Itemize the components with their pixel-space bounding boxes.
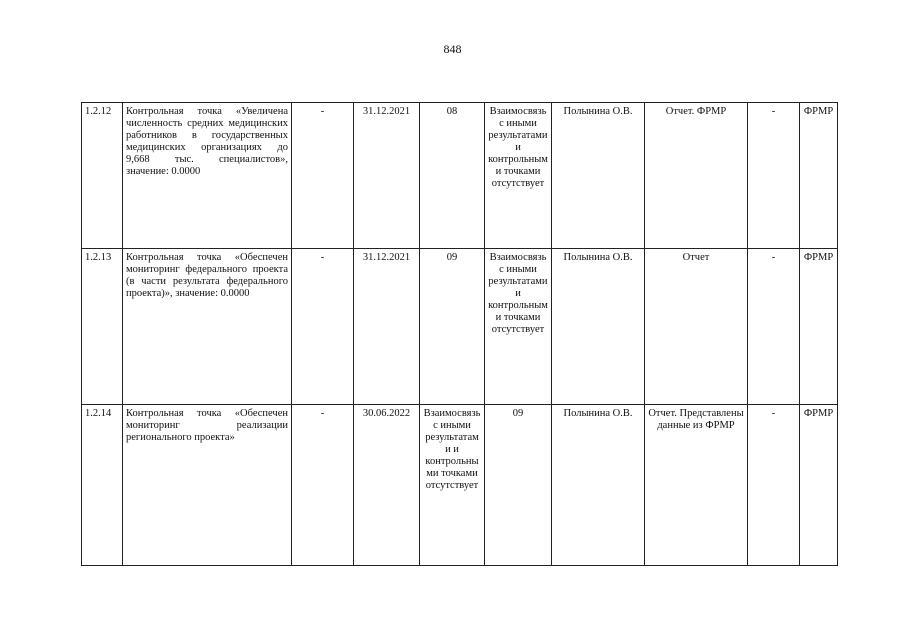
row-col9: - <box>748 103 800 249</box>
row-col6: Взаимосвязь с иными результатами и контрольными точками отсутствует <box>485 249 552 405</box>
row-document: Отчет. Представлены данные из ФРМР <box>645 405 748 566</box>
row-description: Контрольная точка «Обеспечен мониторинг федерального проекта (в части результата федерального проекта)», значение: 0.0000 <box>123 249 292 405</box>
row-system: ФРМР <box>800 103 838 249</box>
row-system: ФРМР <box>800 249 838 405</box>
row-responsible: Полынина О.В. <box>552 405 645 566</box>
row-col6: Взаимосвязь с иными результатами и контрольными точками отсутствует <box>485 103 552 249</box>
row-col5: Взаимосвязь с иными результатами и контрольными точками отсутствует <box>420 405 485 566</box>
row-description: Контрольная точка «Увеличена численность средних медицинских работников в государственных медицинских организациях до 9,668 тыс. специалистов», значение: 0.0000 <box>123 103 292 249</box>
row-col5: 09 <box>420 249 485 405</box>
row-number: 1.2.13 <box>82 249 123 405</box>
table-row <box>82 405 838 566</box>
row-number: 1.2.12 <box>82 103 123 249</box>
row-date: 31.12.2021 <box>354 103 420 249</box>
row-date: 31.12.2021 <box>354 249 420 405</box>
row-col3: - <box>292 249 354 405</box>
row-system: ФРМР <box>800 405 838 566</box>
row-responsible: Полынина О.В. <box>552 249 645 405</box>
row-document: Отчет. ФРМР <box>645 103 748 249</box>
row-col3: - <box>292 405 354 566</box>
row-col9: - <box>748 249 800 405</box>
row-document: Отчет <box>645 249 748 405</box>
row-responsible: Полынина О.В. <box>552 103 645 249</box>
table-row <box>82 249 838 405</box>
page-number: 848 <box>443 42 462 56</box>
row-description: Контрольная точка «Обеспечен мониторинг реализации регионального проекта» <box>123 405 292 566</box>
table-row <box>82 103 838 249</box>
row-col9: - <box>748 405 800 566</box>
row-col6: 09 <box>485 405 552 566</box>
control-points-table <box>81 102 838 566</box>
row-number: 1.2.14 <box>82 405 123 566</box>
row-date: 30.06.2022 <box>354 405 420 566</box>
row-col3: - <box>292 103 354 249</box>
row-col5: 08 <box>420 103 485 249</box>
